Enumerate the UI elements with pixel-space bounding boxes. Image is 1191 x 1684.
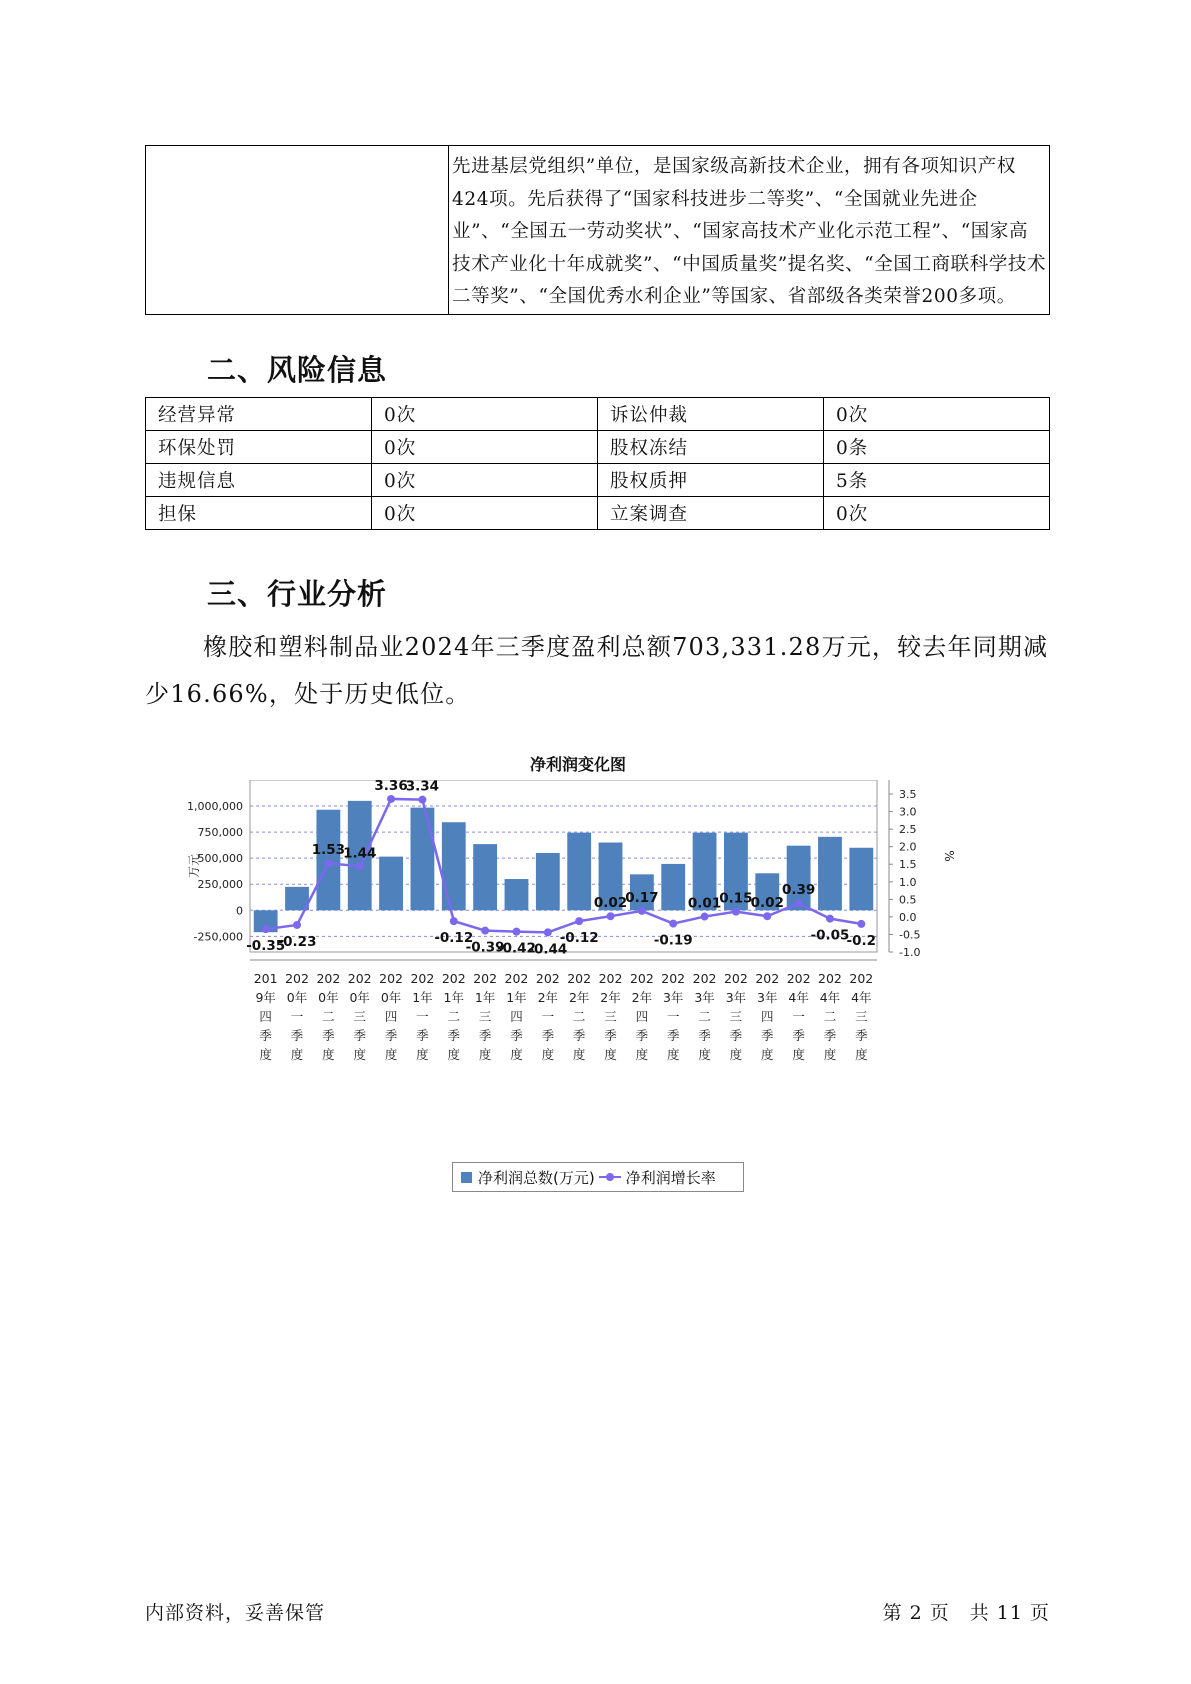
y2-tick-label: 1.5 [899,858,917,872]
x-tick-label: 度 [604,1047,617,1062]
footer-left: 内部资料，妥善保管 [145,1602,326,1624]
x-tick-label: 二 [447,1009,461,1024]
bar [849,848,873,911]
x-tick-label: 季 [698,1028,711,1043]
x-tick-label: 1年 [443,990,465,1005]
growth-rate-point [356,862,364,870]
growth-rate-data-label: -0.42 [497,940,536,957]
y-axis-label: 万元 [187,853,201,879]
x-tick-label: 季 [416,1028,429,1043]
y-tick-label: -250,000 [193,930,243,944]
risk-item-value: 0次 [824,497,1050,530]
y2-tick-label: 2.0 [899,840,917,854]
net-profit-chart [180,780,980,1165]
risk-item-label: 股权质押 [598,464,824,497]
x-tick-label: 度 [259,1047,272,1062]
growth-rate-data-label: -0.05 [810,927,850,944]
x-tick-label: 度 [666,1047,680,1062]
y2-tick-label: 2.5 [899,823,917,837]
x-tick-label: 度 [572,1047,586,1062]
x-tick-label: 201 [253,971,278,986]
growth-rate-data-label: 0.39 [781,882,816,899]
x-tick-label: 度 [353,1047,366,1062]
risk-item-label: 违规信息 [146,464,372,497]
y-tick-label: 250,000 [197,878,243,892]
x-tick-label: 二 [823,1009,837,1024]
growth-rate-data-label: -0.44 [528,941,568,958]
bar [379,857,403,911]
x-tick-label: 季 [604,1028,617,1043]
x-tick-label: 度 [635,1047,649,1062]
x-tick-label: 四 [635,1009,649,1024]
risk-item-label: 股权冻结 [598,431,824,464]
risk-table-row [146,464,1050,497]
x-tick-label: 202 [629,971,654,986]
x-tick-label: 季 [823,1028,837,1043]
growth-rate-point [481,927,489,935]
x-tick-label: 2年 [600,990,621,1005]
x-tick-label: 度 [541,1047,555,1062]
legend-bar-label: 净利润总数(万元) [478,1168,595,1187]
x-tick-label: 季 [384,1028,398,1043]
x-tick-label: 季 [510,1028,523,1043]
growth-rate-data-label: 0.02 [593,895,628,912]
x-tick-label: 3年 [725,990,747,1005]
x-tick-label: 季 [572,1028,586,1043]
growth-rate-point [857,920,865,928]
x-tick-label: 度 [416,1047,429,1062]
growth-rate-point [826,915,834,923]
x-tick-label: 202 [473,971,498,986]
x-tick-label: 三 [478,1009,492,1024]
growth-rate-point [544,928,552,936]
risk-item-value: 0次 [372,398,598,431]
y2-tick-label: 1.0 [899,875,917,889]
bar [536,853,560,910]
y2-tick-label: -1.0 [899,946,921,959]
x-tick-label: 202 [723,971,748,986]
x-tick-label: 202 [504,971,529,986]
x-tick-label: 四 [761,1009,774,1024]
x-tick-label: 202 [567,971,592,986]
x-tick-label: 二 [698,1009,711,1024]
growth-rate-data-label: 1.44 [343,845,377,862]
x-tick-label: 度 [290,1047,304,1062]
bar [411,808,435,911]
x-tick-label: 三 [855,1009,868,1024]
risk-item-label: 立案调查 [598,497,824,530]
risk-item-value: 5条 [824,464,1050,497]
y2-tick-label: 3.0 [899,805,917,819]
x-tick-label: 2年 [631,990,653,1005]
x-tick-label: 三 [729,1009,743,1024]
growth-rate-point [418,796,426,804]
growth-rate-data-label: 0.02 [750,895,784,912]
legend-line-swatch [599,1171,621,1183]
y-tick-label: 500,000 [197,852,243,866]
growth-rate-point [669,920,677,928]
risk-item-value: 0条 [824,431,1050,464]
x-tick-label: 季 [259,1028,272,1043]
x-tick-label: 202 [410,971,435,986]
risk-item-label: 经营异常 [146,398,372,431]
growth-rate-point [262,925,270,933]
bar [442,822,466,910]
x-tick-label: 季 [792,1028,805,1043]
x-tick-label: 度 [447,1047,461,1062]
risk-item-value: 0次 [372,431,598,464]
x-tick-label: 度 [698,1047,711,1062]
x-tick-label: 二 [322,1009,335,1024]
x-tick-label: 3年 [662,990,684,1005]
growth-rate-point [795,899,803,907]
y-tick-label: 0 [236,904,243,918]
x-tick-label: 度 [384,1047,398,1062]
x-tick-label: 四 [259,1009,272,1024]
x-tick-label: 度 [792,1047,805,1062]
growth-rate-point [450,917,458,925]
industry-analysis-text: 橡胶和塑料制品业2024年三季度盈利总额703,331.28万元，较去年同期减少16.66%，处于历史低位。 [145,633,1049,708]
x-tick-label: 202 [441,971,466,986]
risk-item-label: 诉讼仲裁 [598,398,824,431]
growth-rate-data-label: 3.34 [405,780,440,795]
growth-rate-point [387,795,395,803]
x-tick-label: 季 [635,1028,649,1043]
growth-rate-point [763,912,771,920]
growth-rate-data-label: -0.12 [434,930,474,947]
x-tick-label: 202 [661,971,686,986]
x-tick-label: 202 [818,971,842,986]
x-tick-label: 季 [855,1028,868,1043]
growth-rate-data-label: -0.35 [246,938,286,955]
growth-rate-data-label: -0.23 [277,933,317,950]
x-tick-label: 度 [510,1047,523,1062]
x-tick-label: 一 [416,1009,429,1024]
x-tick-label: 季 [666,1028,680,1043]
y2-tick-label: 3.5 [899,788,917,802]
risk-item-label: 环保处罚 [146,431,372,464]
bar [661,864,685,910]
x-tick-label: 2年 [537,990,559,1005]
x-tick-label: 度 [322,1047,335,1062]
x-tick-label: 3年 [694,990,715,1005]
y2-axis-label: % [942,850,956,862]
growth-rate-data-label: 3.36 [374,780,408,794]
risk-item-value: 0次 [824,398,1050,431]
x-tick-label: 度 [823,1047,837,1062]
growth-rate-point [638,907,646,915]
x-tick-label: 202 [316,971,341,986]
company-intro-table [145,145,1050,315]
x-tick-label: 1年 [412,990,433,1005]
y2-tick-label: -0.5 [899,928,921,942]
bar [567,833,591,911]
x-tick-label: 四 [510,1009,523,1024]
x-tick-label: 4年 [788,990,809,1005]
x-tick-label: 202 [535,971,560,986]
x-tick-label: 0年 [318,990,339,1005]
x-tick-label: 1年 [506,990,527,1005]
growth-rate-point [607,912,615,920]
growth-rate-data-label: 0.17 [625,889,659,906]
x-tick-label: 二 [572,1009,586,1024]
footer-page-number: 第 2 页 共 11 页 [882,1602,1050,1624]
x-tick-label: 0年 [286,990,308,1005]
growth-rate-data-label: -0.2 [846,932,877,949]
growth-rate-data-label: -0.39 [465,939,505,956]
industry-analysis-paragraph [145,624,1055,718]
bar [505,879,529,910]
x-tick-label: 0年 [380,990,402,1005]
legend-line-label: 净利润增长率 [625,1168,716,1187]
intro-text-cell: 先进基层党组织”单位，是国家级高新技术企业，拥有各项知识产权424项。先后获得了“国家科技进步二等奖”、“全国就业先进企业”、“全国五一劳动奖状”、“国家高技术产业化示范工程”、“国家高技术产业化十年成就奖”、“中国质量奖”提名奖、“全国工商联科学技术二等奖”、“全国优秀水利企业”等国家、省部级各类荣誉200多项。 [449,146,1050,315]
x-tick-label: 3年 [757,990,778,1005]
x-tick-label: 季 [541,1028,555,1043]
risk-table-row [146,398,1050,431]
x-tick-label: 2年 [568,990,590,1005]
x-tick-label: 202 [285,971,309,986]
x-tick-label: 202 [692,971,717,986]
x-tick-label: 度 [761,1047,774,1062]
x-tick-label: 一 [666,1009,680,1024]
growth-rate-data-label: 1.53 [311,842,346,859]
risk-item-label: 担保 [146,497,372,530]
x-tick-label: 四 [384,1009,398,1024]
x-tick-label: 季 [761,1028,774,1043]
x-tick-label: 202 [786,971,811,986]
section-title-risk: 二、风险信息 [207,353,388,387]
growth-rate-point [732,908,740,916]
x-tick-label: 三 [353,1009,366,1024]
x-tick-label: 202 [379,971,404,986]
x-tick-label: 0年 [349,990,370,1005]
x-tick-label: 1年 [474,990,496,1005]
y2-tick-label: 0.0 [899,910,917,924]
risk-item-value: 0次 [372,464,598,497]
risk-info-table [145,397,1050,530]
x-tick-label: 度 [729,1047,743,1062]
x-tick-label: 季 [353,1028,366,1043]
growth-rate-point [575,917,583,925]
x-tick-label: 4年 [851,990,872,1005]
x-tick-label: 202 [755,971,780,986]
x-tick-label: 一 [541,1009,555,1024]
section-title-industry: 三、行业分析 [207,577,388,611]
x-tick-label: 季 [729,1028,743,1043]
x-tick-label: 202 [347,971,372,986]
x-tick-label: 4年 [819,990,841,1005]
risk-item-value: 0次 [372,497,598,530]
x-tick-label: 一 [290,1009,304,1024]
x-tick-label: 季 [447,1028,461,1043]
growth-rate-point [701,913,709,921]
y2-tick-label: 0.5 [899,893,917,907]
y-tick-label: 1,000,000 [187,800,243,814]
x-tick-label: 一 [792,1009,805,1024]
growth-rate-point [512,928,520,936]
x-tick-label: 度 [855,1047,868,1062]
x-tick-label: 9年 [255,990,276,1005]
legend-bar-swatch [461,1172,472,1183]
chart-title: 净利润变化图 [530,755,627,774]
risk-table-row [146,431,1050,464]
bar [473,844,497,910]
growth-rate-point [293,921,301,929]
growth-rate-data-label: 0.01 [687,895,722,912]
risk-table-row [146,497,1050,530]
x-tick-label: 202 [598,971,623,986]
x-tick-label: 度 [478,1047,492,1062]
x-tick-label: 季 [322,1028,335,1043]
x-tick-label: 三 [604,1009,617,1024]
growth-rate-data-label: -0.19 [653,932,693,949]
y-tick-label: 750,000 [197,826,243,840]
growth-rate-point [324,859,332,867]
chart-legend [452,1162,744,1192]
x-tick-label: 202 [849,971,874,986]
x-tick-label: 季 [290,1028,304,1043]
bar [818,837,842,910]
x-tick-label: 季 [478,1028,492,1043]
intro-label-cell [146,146,449,315]
growth-rate-data-label: -0.12 [559,930,599,947]
growth-rate-data-label: 0.15 [719,890,753,907]
